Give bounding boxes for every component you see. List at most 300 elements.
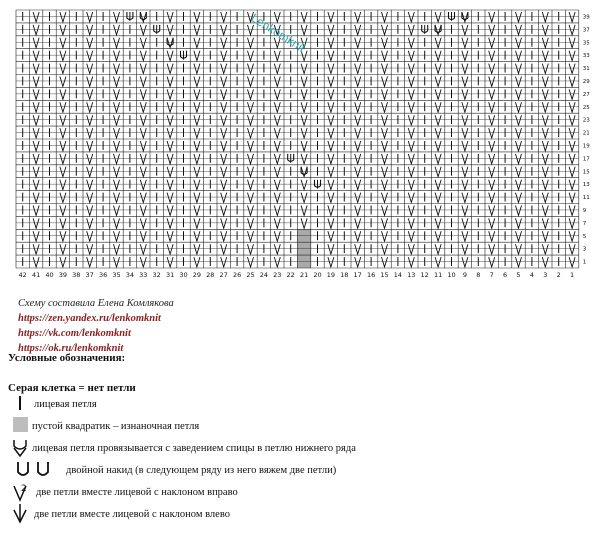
knit-below-mark (435, 64, 441, 74)
knit-below-mark (60, 167, 66, 177)
knit-below-mark (462, 12, 468, 22)
knit-below-mark (435, 141, 441, 151)
knit-below-mark (355, 218, 361, 228)
knit-below-mark (274, 231, 280, 241)
knit-below-mark (167, 167, 173, 177)
knit-below-mark (33, 231, 39, 241)
knit-below-mark (194, 77, 200, 87)
knit-below-mark (194, 167, 200, 177)
row-label: 21 (582, 130, 590, 137)
knit-below-mark (516, 257, 522, 267)
knit-below-mark (542, 218, 548, 228)
knit-below-mark (167, 218, 173, 228)
knit-below-mark (194, 12, 200, 22)
knit-below-mark (114, 167, 120, 177)
knit-below-mark (274, 154, 280, 164)
knit-below-mark (87, 244, 93, 254)
knit-below-mark (140, 206, 146, 216)
knit-below-mark (516, 12, 522, 22)
col-label: 4 (529, 271, 534, 279)
col-label: 21 (299, 271, 309, 279)
knit-below-mark (516, 128, 522, 138)
knit-below-mark (382, 89, 388, 99)
knit-below-mark (194, 25, 200, 35)
knit-below-mark (542, 38, 548, 48)
knit-below-mark (33, 115, 39, 125)
knit-below-mark (87, 180, 93, 190)
col-label: 17 (353, 271, 362, 279)
knit-below-mark (87, 38, 93, 48)
knit-below-mark (569, 25, 575, 35)
knit-below-mark (194, 115, 200, 125)
knit-below-mark (140, 64, 146, 74)
knit-below-mark (221, 231, 227, 241)
knit-below-mark (248, 257, 254, 267)
row-label: 9 (582, 207, 587, 214)
row-label: 5 (582, 233, 587, 240)
knit-below-mark (569, 257, 575, 267)
knit-below-mark (462, 167, 468, 177)
knit-below-mark (301, 141, 307, 151)
knit-below-mark (33, 64, 39, 74)
col-label: 8 (476, 271, 481, 279)
knit-below-mark (569, 231, 575, 241)
knit-below-mark (542, 64, 548, 74)
knit-below-mark (382, 244, 388, 254)
knit-below-mark (408, 141, 414, 151)
knit-below-mark (569, 193, 575, 203)
col-label: 42 (18, 271, 27, 279)
col-label: 31 (165, 271, 175, 279)
knit-below-mark (435, 128, 441, 138)
knit-below-mark (248, 231, 254, 241)
knit-below-mark (33, 25, 39, 35)
knit-below-mark (221, 257, 227, 267)
col-label: 40 (45, 271, 54, 279)
knit-below-mark (355, 167, 361, 177)
knit-below-mark (33, 244, 39, 254)
legend-item-double-yo (8, 460, 608, 480)
knit-below-mark (140, 77, 146, 87)
knit-below-mark (542, 167, 548, 177)
knit-below-mark (516, 102, 522, 112)
knit-below-mark (301, 218, 307, 228)
knit-below-mark (194, 141, 200, 151)
knit-below-mark (221, 89, 227, 99)
knit-below-mark (435, 193, 441, 203)
col-label: 10 (447, 271, 456, 279)
col-label: 7 (489, 271, 494, 279)
knit-below-mark (328, 77, 334, 87)
knit-below-mark (60, 154, 66, 164)
knit-below-mark (382, 64, 388, 74)
knit-below-mark (248, 38, 254, 48)
knit-below-mark (542, 257, 548, 267)
col-label: 38 (72, 271, 81, 279)
legend-item-k2tog-left (8, 504, 608, 524)
knit-below-mark (87, 115, 93, 125)
knit-below-mark (542, 231, 548, 241)
knit-below-mark (114, 154, 120, 164)
knit-below-mark (569, 218, 575, 228)
knit-below-mark (489, 141, 495, 151)
col-label: 28 (206, 271, 215, 279)
row-label: 23 (582, 117, 590, 124)
knit-below-mark (462, 51, 468, 61)
knit-below-mark (221, 167, 227, 177)
knit-below-mark (489, 244, 495, 254)
legend-text: две петли вместе лицевой с наклоном вправо (36, 487, 238, 498)
knit-below-mark (462, 64, 468, 74)
knit-below-mark (489, 51, 495, 61)
knit-below-mark (114, 244, 120, 254)
knit-below-mark (462, 218, 468, 228)
knit-below-mark (408, 231, 414, 241)
knit-below-mark (194, 218, 200, 228)
knit-below-mark (221, 12, 227, 22)
credits-block (18, 296, 174, 356)
knit-below-mark (355, 12, 361, 22)
knit-below-mark (33, 77, 39, 87)
row-label: 37 (582, 27, 590, 34)
knit-below-mark (435, 257, 441, 267)
knit-below-mark (221, 115, 227, 125)
knit-below-mark (328, 12, 334, 22)
knit-below-mark (274, 180, 280, 190)
knit-below-mark (355, 38, 361, 48)
knit-below-mark (516, 141, 522, 151)
knit-below-mark (114, 51, 120, 61)
knit-below-mark (569, 115, 575, 125)
knit-below-mark (516, 231, 522, 241)
knit-below-mark (382, 167, 388, 177)
knit-below-mark (114, 77, 120, 87)
watermark: Lenkomknit (248, 10, 308, 56)
knit-below-mark (248, 206, 254, 216)
knit-below-mark (462, 257, 468, 267)
knit-below-mark (489, 38, 495, 48)
knit-below-mark (516, 38, 522, 48)
knit-below-mark (248, 154, 254, 164)
knit-below-mark (248, 167, 254, 177)
knit-below-mark (489, 218, 495, 228)
legend (8, 352, 356, 520)
legend-text: лицевая петля (34, 399, 97, 410)
knit-below-mark (382, 231, 388, 241)
knit-below-mark (355, 154, 361, 164)
col-label: 26 (232, 271, 242, 279)
col-label: 20 (313, 271, 322, 279)
knit-below-mark (140, 115, 146, 125)
knit-below-mark (274, 102, 280, 112)
knit-below-mark (382, 154, 388, 164)
knit-below-mark (382, 115, 388, 125)
knit-below-mark (489, 206, 495, 216)
knit-below-mark (114, 128, 120, 138)
knit-below-mark (542, 89, 548, 99)
knit-below-mark (87, 89, 93, 99)
knit-below-mark (274, 193, 280, 203)
knit-below-mark (167, 89, 173, 99)
row-label: 27 (582, 91, 590, 98)
knit-below-mark (114, 193, 120, 203)
knit-below-mark (489, 128, 495, 138)
knit-below-mark (435, 231, 441, 241)
knit-below-mark (542, 206, 548, 216)
col-label: 29 (192, 271, 202, 279)
knit-below-mark (60, 89, 66, 99)
author-line: Схему составила Елена Комлякова (18, 298, 174, 309)
knit-below-mark (569, 244, 575, 254)
knit-below-mark (194, 231, 200, 241)
knit-below-mark (167, 193, 173, 203)
knit-below-mark (114, 206, 120, 216)
knit-below-mark (301, 128, 307, 138)
knit-below-mark (167, 77, 173, 87)
col-label: 30 (179, 271, 188, 279)
link-zen[interactable]: https://zen.yandex.ru/lenkomknit (18, 313, 161, 324)
knit-below-mark (140, 180, 146, 190)
knit-below-mark (248, 89, 254, 99)
row-label: 7 (582, 220, 587, 227)
knit-below-mark (435, 244, 441, 254)
knit-below-mark (221, 128, 227, 138)
knit-below-mark (462, 141, 468, 151)
col-label: 11 (433, 271, 443, 279)
link-vk[interactable]: https://vk.com/lenkomknit (18, 328, 131, 339)
knit-below-mark (60, 77, 66, 87)
knit-below-mark (355, 257, 361, 267)
knit-below-mark (542, 180, 548, 190)
knit-below-mark (382, 102, 388, 112)
knit-below-mark (33, 102, 39, 112)
col-label: 18 (340, 271, 349, 279)
knit-below-mark (355, 180, 361, 190)
knit-below-mark (569, 167, 575, 177)
knit-below-mark (516, 89, 522, 99)
knit-below-mark (301, 25, 307, 35)
knit-below-mark (569, 64, 575, 74)
knit-below-mark (221, 206, 227, 216)
knit-below-mark (435, 89, 441, 99)
knit-below-mark (516, 193, 522, 203)
knit-below-mark (114, 180, 120, 190)
knit-below-mark (194, 180, 200, 190)
legend-text: двойной накид (в следующем ряду из него вяжем две петли) (66, 465, 337, 476)
knit-below-mark (248, 115, 254, 125)
knit-below-mark (87, 257, 93, 267)
knit-below-mark (221, 25, 227, 35)
knit-below-mark (114, 89, 120, 99)
knit-below-mark (382, 51, 388, 61)
knit-below-mark (87, 141, 93, 151)
row-label: 17 (582, 156, 590, 163)
knit-below-mark (167, 102, 173, 112)
knit-below-mark (140, 38, 146, 48)
knit-below-mark (248, 244, 254, 254)
knit-below-mark (516, 154, 522, 164)
knit-below-mark (462, 244, 468, 254)
knit-below-mark (60, 218, 66, 228)
knit-below-mark (140, 12, 146, 22)
knit-below-mark (355, 102, 361, 112)
knit-below-mark (328, 193, 334, 203)
knit-below-mark (516, 167, 522, 177)
knit-below-mark (382, 218, 388, 228)
knit-below-mark (33, 51, 39, 61)
knit-below-mark (382, 257, 388, 267)
knit-below-mark (140, 102, 146, 112)
k2tog-right-icon (12, 482, 38, 504)
row-label: 29 (582, 78, 590, 85)
knit-below-mark (221, 38, 227, 48)
col-label: 33 (139, 271, 148, 279)
knit-below-mark (462, 38, 468, 48)
knit-below-mark (408, 218, 414, 228)
knit-below-mark (140, 244, 146, 254)
knit-below-mark (194, 193, 200, 203)
knit-below-mark (301, 193, 307, 203)
knit-below-mark (60, 180, 66, 190)
knit-below-mark (221, 51, 227, 61)
knit-below-mark (462, 206, 468, 216)
knit-below-mark (516, 180, 522, 190)
col-label: 5 (516, 271, 521, 279)
knit-below-mark (462, 231, 468, 241)
col-label: 27 (219, 271, 228, 279)
knit-below-mark (408, 193, 414, 203)
knit-below-mark (274, 77, 280, 87)
knit-below-mark (194, 257, 200, 267)
knit-below-mark (382, 25, 388, 35)
knit-below-mark (248, 193, 254, 203)
knit-below-mark (462, 115, 468, 125)
knit-below-mark (489, 257, 495, 267)
col-label: 35 (112, 271, 121, 279)
knit-below-mark (194, 206, 200, 216)
knit-below-mark (248, 25, 254, 35)
knit-below-mark (60, 102, 66, 112)
knit-below-mark (355, 206, 361, 216)
knit-below-mark (328, 218, 334, 228)
knit-below-mark (516, 77, 522, 87)
knit-below-mark (489, 231, 495, 241)
knit-below-mark (408, 89, 414, 99)
knit-below-mark (60, 12, 66, 22)
link-ok[interactable]: https://ok.ru/lenkomknit (18, 343, 124, 354)
col-label: 12 (420, 271, 429, 279)
knit-below-mark (60, 38, 66, 48)
knit-below-mark (382, 141, 388, 151)
knit-below-mark (274, 206, 280, 216)
knit-below-mark (328, 167, 334, 177)
knit-below-mark (274, 244, 280, 254)
knit-below-mark (355, 89, 361, 99)
knit-below-mark (542, 141, 548, 151)
knit-below-mark (33, 180, 39, 190)
knit-below-mark (33, 38, 39, 48)
knit-below-mark (569, 38, 575, 48)
knit-below-mark (274, 89, 280, 99)
knit-below-mark (60, 128, 66, 138)
col-label: 34 (125, 271, 135, 279)
knit-below-mark (60, 51, 66, 61)
knit-below-mark (87, 206, 93, 216)
row-label: 1 (582, 259, 587, 266)
col-label: 1 (570, 271, 575, 279)
knit-below-mark (194, 102, 200, 112)
knit-below-mark (328, 257, 334, 267)
knit-below-mark (382, 193, 388, 203)
knit-below-mark (60, 231, 66, 241)
knit-below-mark (328, 115, 334, 125)
knit-below-mark (569, 89, 575, 99)
knit-below-mark (60, 115, 66, 125)
knit-below-mark (167, 231, 173, 241)
knit-below-mark (60, 206, 66, 216)
knit-below-mark (301, 206, 307, 216)
knit-below-mark (87, 25, 93, 35)
knit-below-mark (542, 77, 548, 87)
legend-text: две петли вместе лицевой с наклоном влево (34, 509, 230, 520)
col-label: 32 (152, 271, 161, 279)
knit-below-mark (408, 180, 414, 190)
knit-below-mark (462, 89, 468, 99)
knit-below-mark (382, 128, 388, 138)
knit-below-mark (33, 218, 39, 228)
col-label: 6 (503, 271, 508, 279)
knit-below-mark (33, 193, 39, 203)
knit-below-mark (516, 25, 522, 35)
knit-below-mark (569, 141, 575, 151)
knit-below-mark (569, 102, 575, 112)
knit-below-mark (489, 154, 495, 164)
knit-below-mark (33, 89, 39, 99)
knit-below-mark (140, 128, 146, 138)
knit-below-mark (221, 141, 227, 151)
knit-below-mark (167, 51, 173, 61)
knit-below-mark (87, 167, 93, 177)
knit-below-mark (274, 141, 280, 151)
knit-below-mark (542, 128, 548, 138)
knit-below-mark (462, 25, 468, 35)
knit-below-mark (516, 115, 522, 125)
col-label: 3 (543, 271, 548, 279)
knit-below-mark (221, 218, 227, 228)
knit-below-mark (328, 231, 334, 241)
knit-below-mark (114, 38, 120, 48)
knit-below-mark (542, 12, 548, 22)
knit-below-mark (140, 167, 146, 177)
row-label: 33 (582, 53, 590, 60)
knit-below-mark (87, 154, 93, 164)
knit-below-mark (114, 141, 120, 151)
knit-below-mark (194, 128, 200, 138)
knit-below-mark (435, 38, 441, 48)
col-label: 15 (380, 271, 389, 279)
knit-below-mark (355, 25, 361, 35)
knit-below-mark (569, 12, 575, 22)
knit-below-mark (87, 77, 93, 87)
legend-text: лицевая петля провязывается с заведением спицы в петлю нижнего ряда (32, 443, 356, 454)
col-label: 13 (407, 271, 416, 279)
knit-below-mark (301, 64, 307, 74)
knit-below-mark (194, 244, 200, 254)
col-label: 19 (326, 271, 336, 279)
knit-below-mark (408, 154, 414, 164)
knit-below-mark (435, 167, 441, 177)
knit-below-mark (355, 244, 361, 254)
